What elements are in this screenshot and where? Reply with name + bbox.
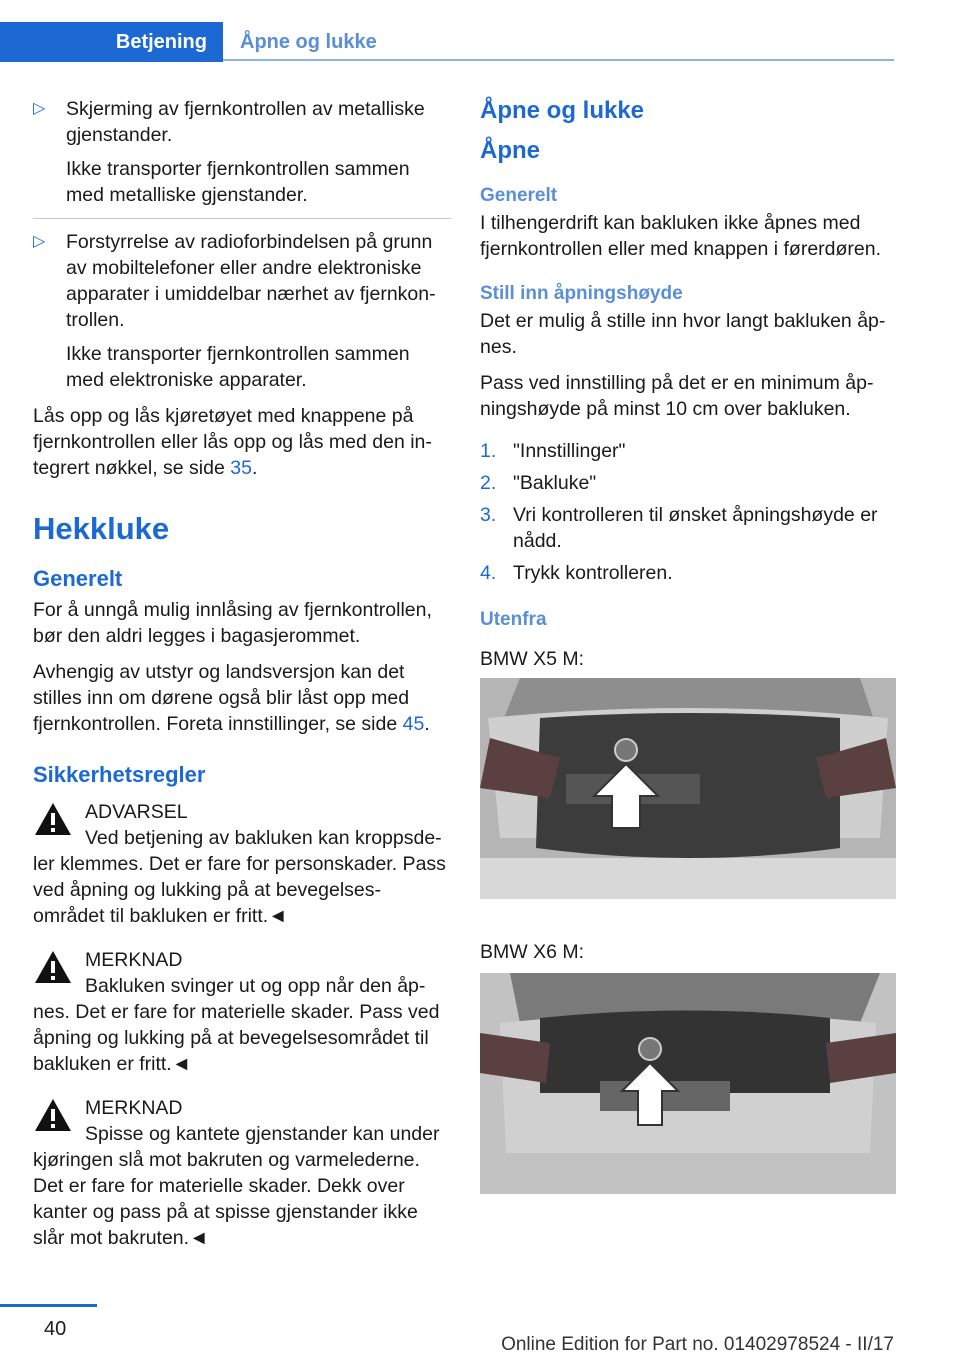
subheading-still-inn: Still inn åpningshøyde — [480, 283, 683, 304]
divider — [33, 218, 451, 219]
generelt-paragraph: I tilhengerdrift kan bakluken ikke åpnes med fjernkontrollen eller med knappen i førerdøren. — [480, 212, 882, 260]
header-tabs — [0, 0, 894, 62]
step-number: 3. — [480, 504, 497, 526]
section-title-hekkluke: Hekkluke — [33, 511, 170, 546]
warning-first-line: Ved betjening av bakluken kan kroppsde‐ — [85, 827, 442, 849]
warning-triangle-icon — [33, 801, 73, 837]
edition-note: Online Edition for Part no. 01402978524 - II/17 — [501, 1334, 894, 1355]
notice-text: kjøringen slå mot bakruten og varmelederne. Det er fare for materielle skader. Dekk over kanter og pass på at spisse gjenstander ikke slår mot bakruten.◄ — [33, 1149, 420, 1249]
lock-text: Lås opp og lås kjøretøyet med knappene på fjernkontrollen eller lås opp og lås med den in‐tegrert nøkkel, se side — [33, 405, 432, 479]
warning-text: ler klemmes. Det er fare for personskader. Pass ved åpning og lukking på at bevegelses‐området til bakluken er fritt.◄ — [33, 853, 446, 927]
generelt-end: . — [424, 713, 430, 735]
section-subtitle-sikkerhetsregler: Sikkerhetsregler — [33, 762, 206, 787]
warning-triangle-icon — [33, 1097, 73, 1133]
bullet-note: Ikke transporter fjernkontrollen sammen med metalliske gjenstander. — [66, 158, 410, 206]
notice-label: MERKNAD — [85, 1097, 183, 1119]
bullet-note: Ikke transporter fjernkontrollen sammen med elektroniske apparater. — [66, 343, 410, 391]
right-column — [480, 96, 896, 1234]
notice-label: MERKNAD — [85, 949, 183, 971]
notice-block — [33, 947, 451, 1077]
list-item — [33, 96, 451, 208]
step-text: "Bakluke" — [513, 472, 597, 494]
steps-list — [480, 438, 896, 586]
tab-betjening[interactable]: Betjening — [0, 22, 223, 62]
list-item — [480, 438, 896, 464]
x6-label: BMW X6 M: — [480, 941, 585, 963]
lock-end: . — [251, 457, 258, 479]
subheading-utenfra: Utenfra — [480, 609, 547, 630]
warning-triangle-icon — [33, 949, 73, 985]
tab-apne-og-lukke[interactable]: Åpne og lukke — [240, 30, 377, 53]
page-link-45[interactable]: 45 — [402, 713, 425, 735]
notice-text: nes. Det er fare for materielle skader. Pass ved åpning og lukking på at bevegelsesområdet til bakluken er fritt.◄ — [33, 1001, 440, 1075]
subheading-generelt: Generelt — [480, 185, 558, 206]
lock-paragraph — [33, 403, 451, 481]
bullet-text: Skjerming av fjernkontrollen av metalliske gjenstander. — [66, 98, 425, 146]
generelt-paragraph-1: For å unngå mulig innlåsing av fjernkontrollen, bør den aldri legges i bagasjerommet. — [33, 599, 432, 647]
section-subtitle-apne: Åpne — [480, 137, 540, 164]
notice-first-line: Bakluken svinger ut og opp når den åp‐ — [85, 975, 426, 997]
step-number: 2. — [480, 472, 497, 494]
step-text: Trykk kontrolleren. — [513, 562, 673, 584]
generelt-text: Avhengig av utstyr og landsversjon kan det stilles inn om dørene også blir låst opp med fjernkontrollen. Foreta innstillinger, se side — [33, 661, 410, 735]
triangle-bullet-icon: ▷ — [33, 233, 46, 250]
page-link-35[interactable]: 35 — [230, 457, 252, 479]
list-item — [480, 502, 896, 554]
step-number: 1. — [480, 440, 497, 462]
left-column — [33, 96, 451, 1269]
warning-label: ADVARSEL — [85, 801, 188, 823]
bullet-text: Forstyrrelse av radioforbindelsen på grunn av mobiltelefoner eller andre elektroniske apparater i umiddelbar nærhet av fjernkon‐trollen. — [66, 231, 436, 331]
page-number: 40 — [44, 1318, 67, 1340]
step-text: Vri kontrolleren til ønsket åpningshøyde er nådd. — [513, 504, 878, 552]
triangle-bullet-icon: ▷ — [33, 100, 46, 117]
warning-block — [33, 799, 451, 929]
list-item — [33, 229, 451, 393]
notice-first-line: Spisse og kantete gjenstander kan under — [85, 1123, 440, 1145]
bmw-x6-tailgate-image — [480, 973, 896, 1194]
generelt-paragraph-2 — [33, 659, 451, 737]
list-item — [480, 560, 896, 586]
step-number: 4. — [480, 562, 497, 584]
still-paragraph-1: Det er mulig å stille inn hvor langt bakluken åp‐nes. — [480, 310, 886, 358]
footer-divider — [0, 1304, 97, 1307]
section-subtitle-generelt: Generelt — [33, 566, 123, 591]
list-item — [480, 470, 896, 496]
notice-block — [33, 1095, 451, 1251]
header-divider — [223, 59, 894, 61]
x5-label: BMW X5 M: — [480, 648, 585, 670]
still-paragraph-2: Pass ved innstilling på det er en minimum åp‐ningshøyde på minst 10 cm over bakluken. — [480, 372, 874, 420]
bmw-x5-tailgate-image — [480, 678, 896, 899]
step-text: "Innstillinger" — [513, 440, 626, 462]
section-title-apne-og-lukke: Åpne og lukke — [480, 97, 645, 124]
